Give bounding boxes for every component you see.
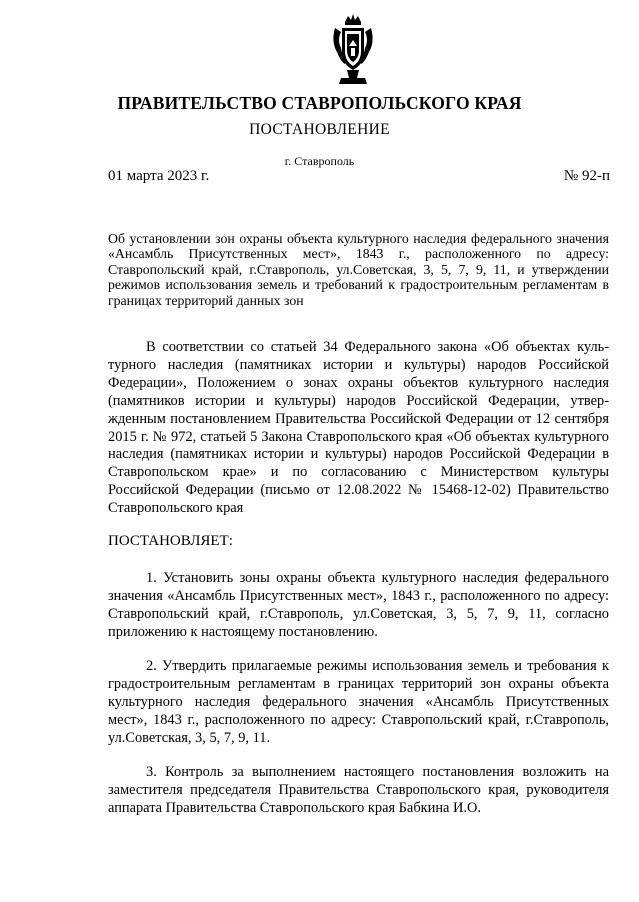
preamble-paragraph: В соответствии со статьей 34 Федерального закона «Об объектах культурного наследия (памятниках истории и культуры) народов Российской Федерации», Положением о зонах охраны объектов культурного наследия (памятников истории и культуры) народов Российской Федерации, утвержденным постановлением Правительства Российской Федерации от 12 сентября 2015 г. № 972, статьей 5 Закона Ставропольского края «Об объектах культурного наследия (памятниках истории и культуры) народов Российской Федерации в Ставропольском крае» и по согласованию с Министерством культуры Российской Федерации (письмо от 12.08.2022 № 15468-12-02) Правительство Ставропольского края — [108, 339, 609, 517]
coat-of-arms-icon — [327, 12, 379, 88]
decree-item-3: 3. Контроль за выполнением настоящего постановления возложить на заместителя председателя Правительства Ставропольского края, руководителя аппарата Правительства Ставропольского края Бабкина И.О. — [108, 764, 609, 816]
decree-item-1: 1. Установить зоны охраны объекта культурного наследия федерального значения «Ансамбль Присутственных мест», 1843 г., расположенного по адресу: Ставропольский край, г.Ставрополь, ул.Советская, 3, 5, 7, 9, 11, согласно приложению к настоящему постановлению. — [108, 570, 609, 640]
document-number: № 92-п — [563, 168, 610, 184]
decree-item-2: 2. Утвердить прилагаемые режимы использования земель и требования к градостроительным регламентам в границах территорий зон охраны объекта культурного наследия федерального значения «Ансамбль Присутственных мест», 1843 г., расположенного по адресу: Ставропольский край, г.Ставрополь, ул.Советская, 3, 5, 7, 9, 11. — [108, 658, 609, 746]
document-subject: Об установлении зон охраны объекта культурного наследия федерального значения «Ансамбль Присутственных мест», 1843 г., расположенного по адресу: Ставропольский край, г.Ставрополь, ул.Советская, 3, 5, 7, 9, 11, и утверждении режимов использования земель и требований к градостроительным регламентам в границах территорий данных зон — [108, 231, 609, 308]
decree-word: ПОСТАНОВЛЯЕТ: — [108, 533, 233, 549]
document-date: 01 марта 2023 г. — [108, 168, 210, 184]
government-title: ПРАВИТЕЛЬСТВО СТАВРОПОЛЬСКОГО КРАЯ — [117, 93, 522, 113]
document-type: ПОСТАНОВЛЕНИЕ — [249, 121, 390, 138]
city: г. Ставрополь — [284, 154, 355, 168]
